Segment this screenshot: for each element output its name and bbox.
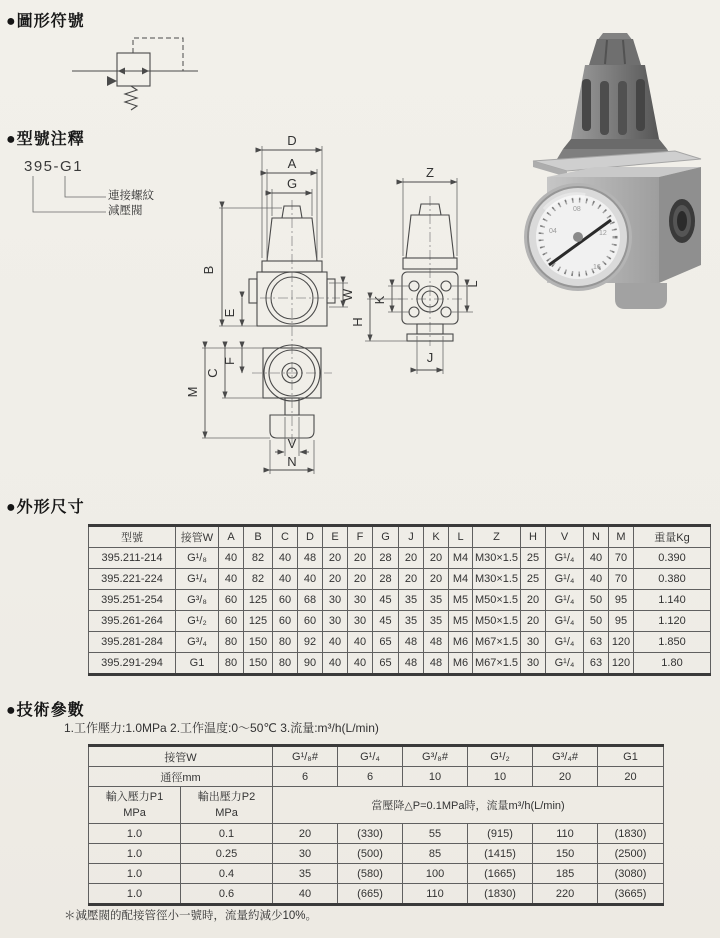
cell: (915) [468, 824, 533, 844]
cell: 82 [244, 569, 273, 590]
dim-label-e: E [222, 308, 237, 318]
bottom-cup [615, 283, 667, 309]
cell: (580) [338, 864, 403, 884]
table-row [89, 569, 711, 590]
cell: 1.0 [89, 884, 181, 905]
cell: 35 [399, 590, 424, 611]
dim-label-c: C [205, 368, 220, 378]
cell: 35 [273, 864, 338, 884]
table-row [89, 632, 711, 653]
bore-label-cell: 通徑mm [89, 767, 273, 787]
cell: 1.140 [634, 590, 711, 611]
cell: 30 [348, 590, 373, 611]
header-cell: H [521, 526, 546, 548]
outlet-pressure-unit: MPa [215, 807, 238, 819]
table-row [89, 611, 711, 632]
cell: 30 [521, 653, 546, 675]
cell: 48 [424, 653, 449, 675]
cell: 0.25 [181, 844, 273, 864]
cell: 68 [298, 590, 323, 611]
cell: 1.850 [634, 632, 711, 653]
cell: 65 [373, 632, 399, 653]
gauge-number: 12 [599, 230, 607, 237]
cell: 60 [298, 611, 323, 632]
cell: 60 [219, 611, 244, 632]
cell: 85 [403, 844, 468, 864]
table-footnote: ＊減壓閥的配接管徑小一號時，流量約減少10%。 [64, 910, 318, 922]
cell: 40 [219, 569, 244, 590]
cell: 20 [399, 569, 424, 590]
cell: (665) [338, 884, 403, 905]
cell: 80 [273, 653, 298, 675]
header-cell: 接管W [176, 526, 219, 548]
cell: 395.291-294 [89, 653, 176, 675]
thread-label-cell: 接管W [89, 746, 273, 767]
cell: 110 [403, 884, 468, 905]
cell: 30 [273, 844, 338, 864]
dim-label-k: K [372, 295, 387, 305]
cell: 50 [584, 611, 609, 632]
cell: 35 [424, 590, 449, 611]
cell: G¹/₄ [546, 632, 584, 653]
cell: 90 [298, 653, 323, 675]
dim-label-b: B [201, 265, 216, 275]
cell: M67×1.5 [473, 632, 521, 653]
cell: 1.80 [634, 653, 711, 675]
cell: 40 [348, 653, 373, 675]
cell: 60 [273, 590, 298, 611]
cell: 395.251-254 [89, 590, 176, 611]
cell: 125 [244, 590, 273, 611]
cell: (1830) [598, 824, 664, 844]
dimensions-table [88, 524, 711, 676]
header-row [89, 526, 711, 548]
table-row [89, 864, 664, 884]
model-code: 395-G1 [24, 158, 84, 175]
header-cell: V [546, 526, 584, 548]
cell: 48 [424, 632, 449, 653]
cell: 40 [219, 548, 244, 569]
header-cell: L [449, 526, 473, 548]
header-cell: Z [473, 526, 521, 548]
bore-cell: 10 [403, 767, 468, 787]
cell: 125 [244, 611, 273, 632]
header-cell: K [424, 526, 449, 548]
bore-cell: 20 [533, 767, 598, 787]
cell: 25 [521, 569, 546, 590]
cell: 110 [533, 824, 598, 844]
dim-label-f: F [222, 357, 237, 365]
cell: (1830) [468, 884, 533, 905]
table-row [89, 844, 664, 864]
header-cell: F [348, 526, 373, 548]
outlet-pressure-label: 輸出壓力P2 [197, 790, 256, 803]
cell: 40 [323, 632, 348, 653]
thread-cell: G¹/₈# [273, 746, 338, 767]
cell: 220 [533, 884, 598, 905]
cell: 20 [424, 548, 449, 569]
bore-row [89, 767, 664, 787]
outlet-pressure-header [181, 787, 273, 824]
cell: (3080) [598, 864, 664, 884]
cell: 0.1 [181, 824, 273, 844]
dim-label-w: W [340, 288, 355, 302]
thread-cell: G¹/₂ [468, 746, 533, 767]
dim-label-m: M [185, 386, 200, 398]
cell: 50 [584, 590, 609, 611]
cell: 92 [298, 632, 323, 653]
cell: M6 [449, 653, 473, 675]
cell: G¹/₄ [546, 590, 584, 611]
cell: G³/₄ [176, 632, 219, 653]
cell: 45 [373, 590, 399, 611]
cell: M67×1.5 [473, 653, 521, 675]
table-row [89, 884, 664, 905]
gauge-number: 08 [573, 206, 581, 213]
table-row [89, 590, 711, 611]
cell: (3665) [598, 884, 664, 905]
dim-label-n: N [287, 454, 297, 469]
thread-row [89, 746, 664, 767]
cell: 35 [399, 611, 424, 632]
cell: G¹/₂ [176, 611, 219, 632]
cell: 30 [323, 590, 348, 611]
gauge-number: 04 [549, 228, 557, 235]
cell: (2500) [598, 844, 664, 864]
label-connection-thread: 連接螺紋 [108, 190, 154, 202]
cell: 48 [298, 548, 323, 569]
dim-label-v: V [287, 436, 297, 451]
dim-label-j: J [426, 350, 434, 365]
bore-cell: 20 [598, 767, 664, 787]
thread-cell: G³/₈# [403, 746, 468, 767]
pressure-header-row [89, 787, 664, 824]
tech-conditions-note: 1.工作壓力:1.0MPa 2.工作温度:0～50℃ 3.流量:m³/h(L/min) [64, 721, 379, 735]
cell: 48 [399, 653, 424, 675]
cell: 40 [584, 548, 609, 569]
gauge-number: 16 [593, 264, 601, 271]
flow-condition-header: 當壓降△P=0.1MPa時，流量m³/h(L/min) [273, 787, 664, 824]
cell: 120 [609, 632, 634, 653]
cell: 30 [323, 611, 348, 632]
inlet-pressure-unit: MPa [123, 807, 146, 819]
cell: M4 [449, 569, 473, 590]
header-cell: J [399, 526, 424, 548]
label-pressure-reducing-valve: 減壓閥 [108, 205, 143, 217]
dim-label-d: D [287, 133, 297, 148]
cell: 48 [399, 632, 424, 653]
cell: G1 [176, 653, 219, 675]
section-heading-tech: ●技術參數 [6, 702, 85, 719]
header-cell: M [609, 526, 634, 548]
cell: 60 [273, 611, 298, 632]
cell: 55 [403, 824, 468, 844]
cell: M30×1.5 [473, 548, 521, 569]
cell: 63 [584, 653, 609, 675]
cell: 0.4 [181, 864, 273, 884]
cell: 120 [609, 653, 634, 675]
header-cell: A [219, 526, 244, 548]
cell: 80 [219, 653, 244, 675]
dim-label-z: Z [426, 165, 434, 180]
pneumatic-symbol [65, 30, 205, 120]
cell: (500) [338, 844, 403, 864]
cell: 0.6 [181, 884, 273, 905]
cell: 95 [609, 590, 634, 611]
cell: G¹/₄ [546, 611, 584, 632]
cell: 0.380 [634, 569, 711, 590]
cell: 20 [323, 548, 348, 569]
cell: 20 [273, 824, 338, 844]
dimension-drawing [180, 130, 500, 490]
thread-cell: G1 [598, 746, 664, 767]
cell: M30×1.5 [473, 569, 521, 590]
cell: 65 [373, 653, 399, 675]
dim-label-l: L [465, 280, 480, 288]
section-heading-dimensions: ●外形尺寸 [6, 499, 85, 516]
cell: M4 [449, 548, 473, 569]
cell: 150 [533, 844, 598, 864]
dim-label-a: A [287, 156, 297, 171]
cell: 20 [348, 548, 373, 569]
cell: M5 [449, 590, 473, 611]
bore-cell: 6 [338, 767, 403, 787]
cell: 20 [323, 569, 348, 590]
cell: G¹/₄ [546, 569, 584, 590]
table-row [89, 653, 711, 675]
cell: 80 [219, 632, 244, 653]
bore-cell: 6 [273, 767, 338, 787]
cell: M50×1.5 [473, 611, 521, 632]
cell: 40 [273, 569, 298, 590]
cell: 0.390 [634, 548, 711, 569]
cell: 395.281-284 [89, 632, 176, 653]
cell: 395.261-264 [89, 611, 176, 632]
cell: 25 [521, 548, 546, 569]
product-photo [515, 25, 715, 345]
cell: 40 [298, 569, 323, 590]
bore-cell: 10 [468, 767, 533, 787]
section-heading-model: ●型號注釋 [6, 131, 85, 148]
cell: 20 [348, 569, 373, 590]
cell: G¹/₄ [546, 548, 584, 569]
cell: 80 [273, 632, 298, 653]
cell: 150 [244, 653, 273, 675]
cell: 95 [609, 611, 634, 632]
cell: (1665) [468, 864, 533, 884]
cell: 1.0 [89, 824, 181, 844]
cell: M5 [449, 611, 473, 632]
cell: M6 [449, 632, 473, 653]
cell: 82 [244, 548, 273, 569]
cell: 45 [373, 611, 399, 632]
cell: G³/₈ [176, 590, 219, 611]
cell: 100 [403, 864, 468, 884]
cell: 28 [373, 569, 399, 590]
cell: G¹/₈ [176, 548, 219, 569]
cell: 40 [348, 632, 373, 653]
header-cell: N [584, 526, 609, 548]
dim-label-g: G [286, 176, 298, 191]
table-row [89, 548, 711, 569]
cell: 20 [399, 548, 424, 569]
header-cell: G [373, 526, 399, 548]
cell: 35 [424, 611, 449, 632]
cell: 63 [584, 632, 609, 653]
inlet-pressure-header [89, 787, 181, 824]
cell: 30 [521, 632, 546, 653]
cell: (330) [338, 824, 403, 844]
cell: 1.0 [89, 844, 181, 864]
cell: 1.120 [634, 611, 711, 632]
header-cell: C [273, 526, 298, 548]
dim-label-h: H [350, 317, 365, 327]
header-cell: B [244, 526, 273, 548]
table-row [89, 824, 664, 844]
thread-cell: G¹/₄ [338, 746, 403, 767]
cell: (1415) [468, 844, 533, 864]
cell: 30 [348, 611, 373, 632]
cell: 20 [521, 590, 546, 611]
cell: 70 [609, 548, 634, 569]
thread-cell: G³/₄# [533, 746, 598, 767]
tech-parameters-table [88, 744, 664, 906]
inlet-pressure-label: 輸入壓力P1 [105, 790, 164, 803]
section-heading-symbol: ●圖形符號 [6, 13, 85, 30]
cell: 395.221-224 [89, 569, 176, 590]
cell: G¹/₄ [176, 569, 219, 590]
cell: 60 [219, 590, 244, 611]
cell: 20 [521, 611, 546, 632]
header-cell: E [323, 526, 348, 548]
cell: 185 [533, 864, 598, 884]
cell: M50×1.5 [473, 590, 521, 611]
cell: 395.211-214 [89, 548, 176, 569]
cell: 70 [609, 569, 634, 590]
cell: 20 [424, 569, 449, 590]
header-cell: 型號 [89, 526, 176, 548]
cell: 28 [373, 548, 399, 569]
cell: G¹/₄ [546, 653, 584, 675]
cell: 1.0 [89, 864, 181, 884]
header-cell: D [298, 526, 323, 548]
cell: 40 [273, 884, 338, 905]
header-cell: 重量Kg [634, 526, 711, 548]
cell: 40 [584, 569, 609, 590]
cell: 40 [273, 548, 298, 569]
cell: 150 [244, 632, 273, 653]
cell: 40 [323, 653, 348, 675]
